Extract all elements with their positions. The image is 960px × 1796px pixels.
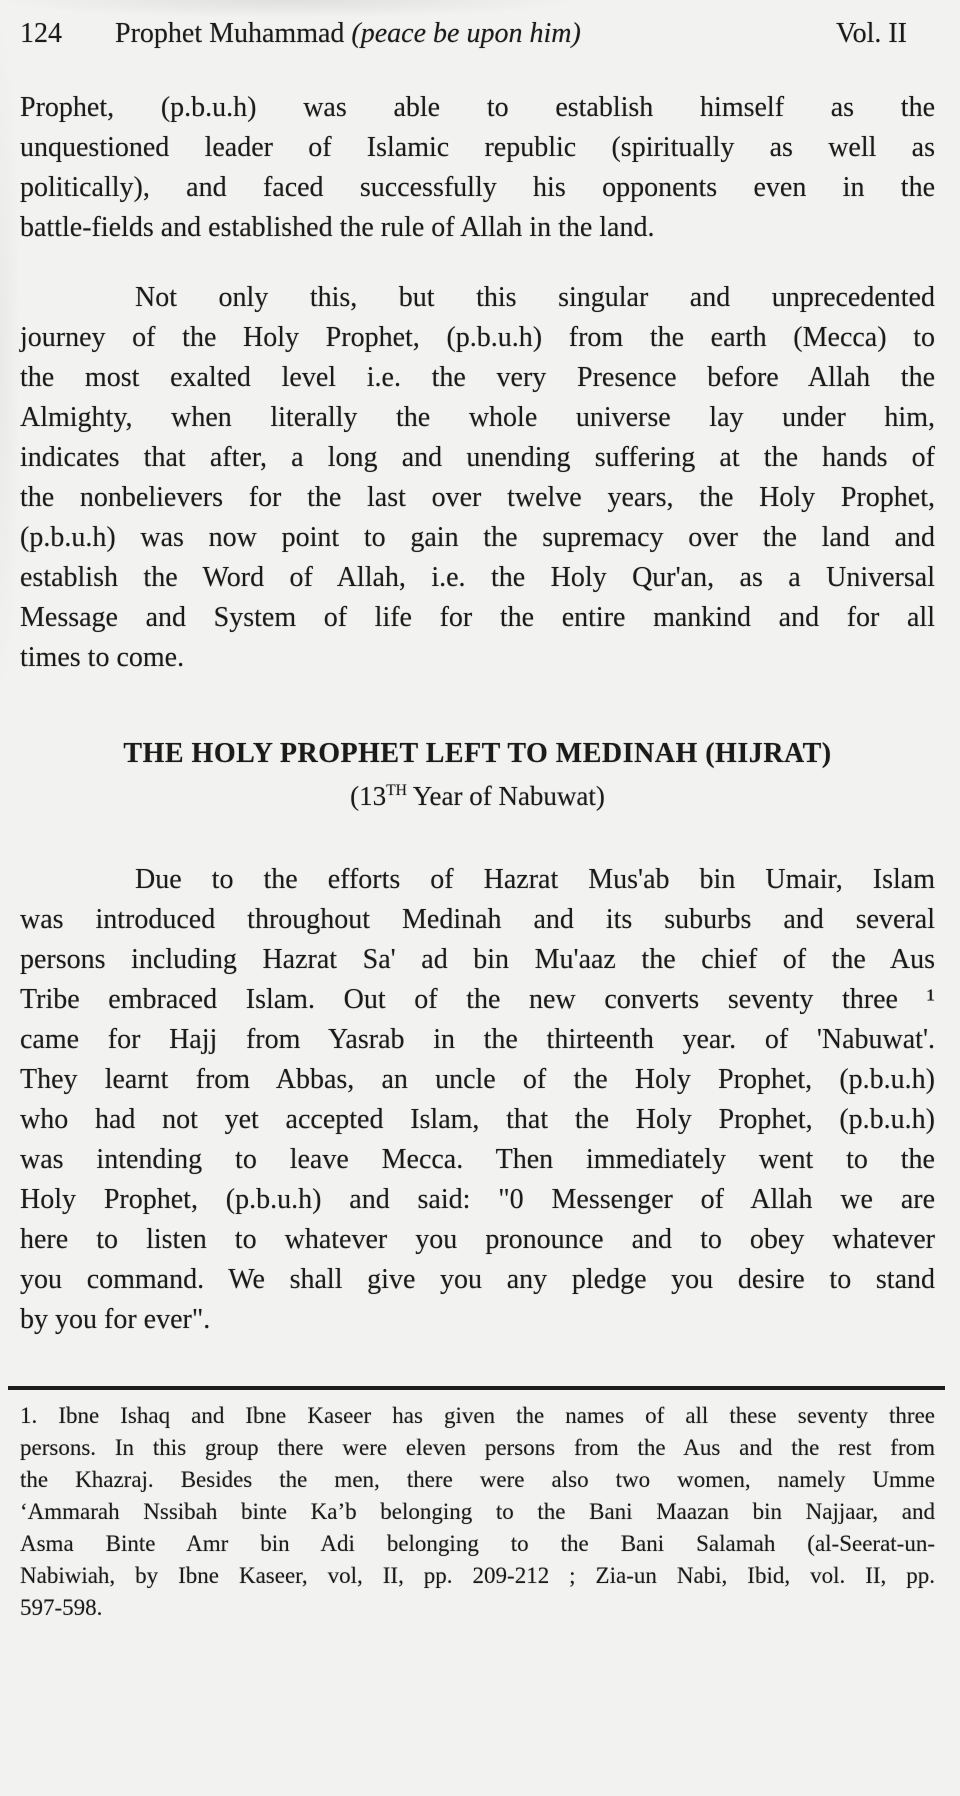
- text-line: you command. We shall give you any pledge you desire to stand: [20, 1264, 935, 1295]
- volume-label: Vol. II: [835, 18, 907, 49]
- section-subheading: [20, 774, 935, 818]
- subheading-suffix: Year of Nabuwat): [406, 781, 605, 811]
- text-line: Message and System of life for the entire mankind and for all: [20, 602, 935, 633]
- text-line: battle-fields and established the rule of Allah in the land.: [20, 212, 655, 243]
- footnote: [20, 1400, 935, 1624]
- text-line: politically), and faced successfully his opponents even in the: [20, 172, 935, 203]
- text-line: here to listen to whatever you pronounce and to obey whatever: [20, 1224, 935, 1255]
- text-line: Tribe embraced Islam. Out of the new converts seventy three ¹: [20, 984, 935, 1015]
- text-line: Due to the efforts of Hazrat Mus'ab bin Umair, Islam: [135, 864, 935, 895]
- running-title-italic: (peace be upon him): [351, 18, 581, 49]
- footnote-separator-rule: [8, 1386, 945, 1390]
- paragraph-1: [20, 88, 935, 248]
- subheading-superscript: TH: [386, 782, 407, 799]
- paragraph-2: [20, 278, 935, 678]
- running-header: [20, 16, 935, 52]
- text-line: journey of the Holy Prophet, (p.b.u.h) from the earth (Mecca) to: [20, 322, 935, 353]
- text-line: Almighty, when literally the whole universe lay under him,: [20, 402, 935, 433]
- text-line: by you for ever".: [20, 1304, 211, 1335]
- text-line: They learnt from Abbas, an uncle of the Holy Prophet, (p.b.u.h): [20, 1064, 935, 1095]
- text-line: was introduced throughout Medinah and its suburbs and several: [20, 904, 935, 935]
- text-line: 1. Ibne Ishaq and Ibne Kaseer has given the names of all these seventy three: [20, 1403, 935, 1428]
- text-line: indicates that after, a long and unending suffering at the hands of: [20, 442, 935, 473]
- text-line: the most exalted level i.e. the very Presence before Allah the: [20, 362, 935, 393]
- text-line: Asma Binte Amr bin Adi belonging to the Bani Salamah (al-Seerat-un-: [20, 1531, 935, 1556]
- text-line: was intending to leave Mecca. Then immediately went to the: [20, 1144, 935, 1175]
- text-line: Not only this, but this singular and unprecedented: [135, 282, 935, 313]
- text-line: persons including Hazrat Sa' ad bin Mu'aaz the chief of the Aus: [20, 944, 935, 975]
- text-line: the Khazraj. Besides the men, there were also two women, namely Umme: [20, 1467, 935, 1492]
- text-line: Holy Prophet, (p.b.u.h) and said: "0 Messenger of Allah we are: [20, 1184, 935, 1215]
- text-line: Nabiwiah, by Ibne Kaseer, vol, II, pp. 209-212 ; Zia-un Nabi, Ibid, vol. II, pp.: [20, 1563, 935, 1588]
- text-line: times to come.: [20, 642, 185, 673]
- text-line: Prophet, (p.b.u.h) was able to establish himself as the: [20, 92, 935, 123]
- section-heading-block: [20, 734, 935, 818]
- text-line: unquestioned leader of Islamic republic (spiritually as well as: [20, 132, 935, 163]
- running-title-main: Prophet Muhammad: [115, 18, 352, 49]
- text-line: came for Hajj from Yasrab in the thirteenth year. of 'Nabuwat'.: [20, 1024, 935, 1055]
- section-heading: THE HOLY PROPHET LEFT TO MEDINAH (HIJRAT): [123, 738, 832, 769]
- text-line: establish the Word of Allah, i.e. the Holy Qur'an, as a Universal: [20, 562, 935, 593]
- text-line: who had not yet accepted Islam, that the Holy Prophet, (p.b.u.h): [20, 1104, 935, 1135]
- text-line: the nonbelievers for the last over twelve years, the Holy Prophet,: [20, 482, 935, 513]
- paragraph-3: [20, 860, 935, 1340]
- subheading-prefix: (13: [350, 781, 387, 811]
- text-line: (p.b.u.h) was now point to gain the supremacy over the land and: [20, 522, 935, 553]
- text-line: persons. In this group there were eleven persons from the Aus and the rest from: [20, 1435, 935, 1460]
- text-line: 597-598.: [20, 1595, 103, 1620]
- running-title: [115, 16, 836, 52]
- page-number: 124: [20, 18, 62, 49]
- text-line: ‘Ammarah Nssibah binte Ka’b belonging to the Bani Maazan bin Najjaar, and: [20, 1499, 935, 1524]
